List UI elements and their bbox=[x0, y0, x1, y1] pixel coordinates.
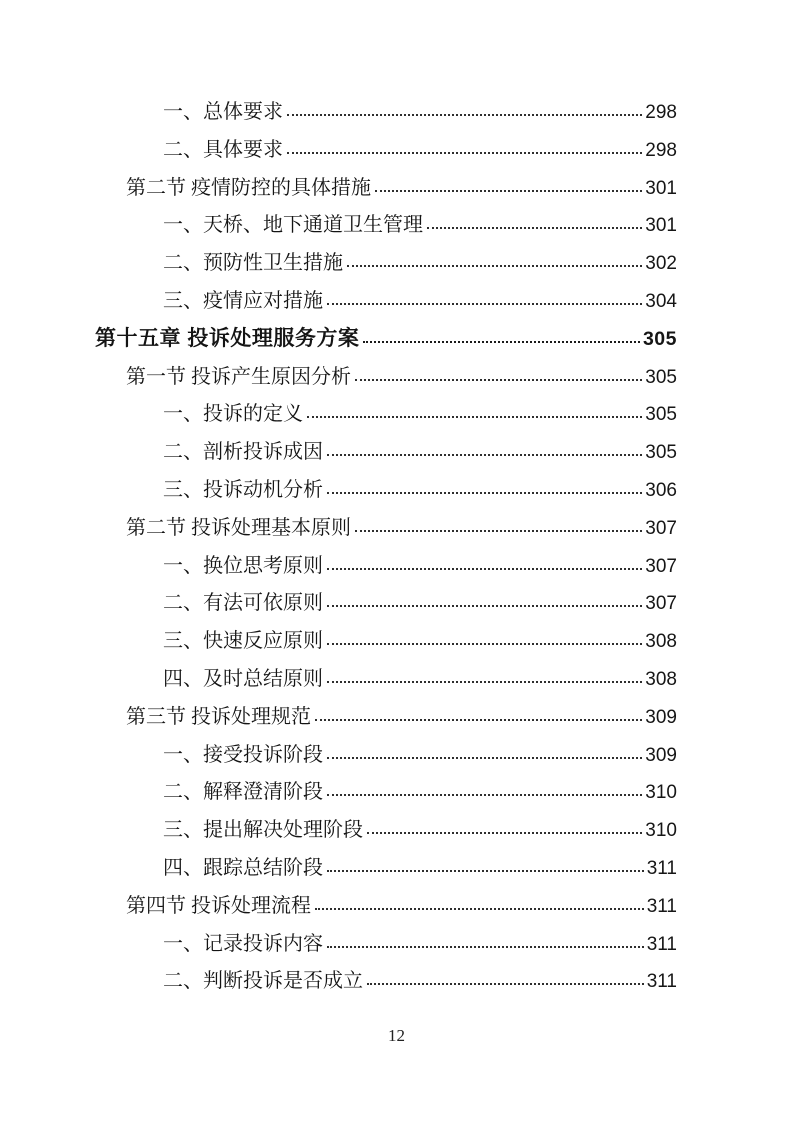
toc-entry-title: 三、投诉动机分析 bbox=[163, 478, 323, 501]
toc-entry[interactable] bbox=[95, 246, 677, 284]
toc-entry-page: 307 bbox=[645, 593, 677, 615]
toc-entry-title: 一、天桥、地下通道卫生管理 bbox=[163, 214, 423, 237]
toc-entry[interactable] bbox=[95, 813, 677, 851]
toc-entry-title: 第二节 投诉处理基本原则 bbox=[126, 516, 351, 539]
toc-entry[interactable] bbox=[95, 322, 677, 360]
toc-entry[interactable] bbox=[95, 738, 677, 776]
toc-entry-title: 一、接受投诉阶段 bbox=[163, 743, 323, 766]
toc-entry[interactable] bbox=[95, 700, 677, 738]
dot-leader bbox=[287, 114, 642, 116]
toc-entry-page: 307 bbox=[645, 517, 677, 539]
toc-entry[interactable] bbox=[95, 964, 677, 1002]
toc-entry-title: 一、换位思考原则 bbox=[163, 554, 323, 577]
toc-entry-page: 298 bbox=[645, 102, 677, 123]
toc-entry-title: 第四节 投诉处理流程 bbox=[126, 894, 311, 917]
toc-entry[interactable] bbox=[95, 851, 677, 889]
toc-entry[interactable] bbox=[95, 927, 677, 965]
dot-leader bbox=[375, 190, 642, 192]
dot-leader bbox=[327, 454, 642, 456]
toc-entry-page: 310 bbox=[645, 782, 677, 804]
toc-entry-page: 311 bbox=[646, 933, 677, 955]
dot-leader bbox=[367, 832, 642, 834]
toc-entry[interactable] bbox=[95, 662, 677, 700]
dot-leader bbox=[287, 152, 642, 154]
toc-entry[interactable] bbox=[95, 360, 677, 398]
dot-leader bbox=[327, 303, 642, 305]
dot-leader bbox=[307, 416, 642, 418]
toc-entry-page: 301 bbox=[645, 215, 677, 237]
toc-entry[interactable] bbox=[95, 511, 677, 549]
toc-entry[interactable] bbox=[95, 473, 677, 511]
dot-leader bbox=[327, 757, 642, 759]
toc-entry[interactable] bbox=[95, 284, 677, 322]
dot-leader bbox=[327, 870, 644, 872]
toc-entry-page: 298 bbox=[645, 139, 677, 161]
toc-entry-title: 二、判断投诉是否成立 bbox=[163, 970, 363, 993]
toc-entry[interactable] bbox=[95, 624, 677, 662]
dot-leader bbox=[327, 568, 642, 570]
toc-entry-title: 三、疫情应对措施 bbox=[163, 289, 323, 312]
toc-entry-title: 四、及时总结原则 bbox=[163, 667, 323, 690]
toc-entry[interactable] bbox=[95, 549, 677, 587]
toc-entry[interactable] bbox=[95, 397, 677, 435]
toc-entry-title: 三、提出解决处理阶段 bbox=[163, 819, 363, 842]
toc-entry[interactable] bbox=[95, 133, 677, 171]
toc-entry-page: 305 bbox=[645, 404, 677, 426]
dot-leader bbox=[315, 719, 642, 721]
dot-leader bbox=[327, 492, 642, 494]
toc-entry-page: 311 bbox=[646, 895, 677, 917]
toc-entry-title: 二、具体要求 bbox=[163, 138, 283, 161]
dot-leader bbox=[327, 946, 644, 948]
toc-entry-title: 二、预防性卫生措施 bbox=[163, 252, 343, 275]
toc-entry[interactable] bbox=[95, 775, 677, 813]
toc-entry-title: 二、解释澄清阶段 bbox=[163, 781, 323, 804]
toc-entry[interactable] bbox=[95, 586, 677, 624]
page-number-footer: 12 bbox=[388, 1026, 405, 1045]
toc-entry-page: 310 bbox=[645, 820, 677, 842]
toc-entry-title: 第十五章 投诉处理服务方案 bbox=[95, 326, 360, 350]
toc-entry-title: 二、剖析投诉成因 bbox=[163, 441, 323, 464]
toc-entry-title: 第二节 疫情防控的具体措施 bbox=[126, 176, 371, 199]
dot-leader bbox=[327, 681, 642, 683]
toc-entry-page: 308 bbox=[645, 631, 677, 653]
toc-entry-title: 二、有法可依原则 bbox=[163, 592, 323, 615]
toc-entry-page: 309 bbox=[645, 706, 677, 728]
toc-entry[interactable] bbox=[95, 889, 677, 927]
dot-leader bbox=[327, 643, 642, 645]
toc-entry-page: 305 bbox=[645, 366, 677, 388]
toc-entry-page: 302 bbox=[645, 253, 677, 275]
toc-entry[interactable] bbox=[95, 171, 677, 209]
toc-entry-title: 三、快速反应原则 bbox=[163, 630, 323, 653]
toc-entry-title: 一、总体要求 bbox=[163, 101, 283, 123]
toc-entry-page: 305 bbox=[642, 327, 677, 350]
dot-leader bbox=[355, 379, 642, 381]
dot-leader bbox=[363, 341, 640, 343]
toc-entry-title: 一、记录投诉内容 bbox=[163, 932, 323, 955]
toc-entry-page: 304 bbox=[645, 290, 677, 312]
toc-entry-title: 第三节 投诉处理规范 bbox=[126, 705, 311, 728]
dot-leader bbox=[327, 794, 642, 796]
toc-entry-title: 四、跟踪总结阶段 bbox=[163, 856, 323, 879]
toc-entry-title: 第一节 投诉产生原因分析 bbox=[126, 365, 351, 388]
toc-entry[interactable] bbox=[95, 435, 677, 473]
dot-leader bbox=[315, 908, 644, 910]
table-of-contents bbox=[95, 95, 677, 1002]
toc-entry-page: 307 bbox=[645, 555, 677, 577]
toc-entry-page: 308 bbox=[645, 668, 677, 690]
toc-entry[interactable] bbox=[95, 95, 677, 133]
toc-entry-page: 311 bbox=[646, 857, 677, 879]
dot-leader bbox=[327, 605, 642, 607]
toc-entry-page: 306 bbox=[645, 479, 677, 501]
dot-leader bbox=[355, 530, 642, 532]
dot-leader bbox=[347, 265, 642, 267]
dot-leader bbox=[427, 227, 642, 229]
toc-entry-page: 305 bbox=[645, 442, 677, 464]
toc-entry-page: 301 bbox=[645, 177, 677, 199]
dot-leader bbox=[367, 983, 644, 985]
toc-entry-page: 311 bbox=[646, 971, 677, 993]
toc-entry-page: 309 bbox=[645, 744, 677, 766]
toc-entry[interactable] bbox=[95, 208, 677, 246]
toc-entry-title: 一、投诉的定义 bbox=[163, 403, 303, 426]
